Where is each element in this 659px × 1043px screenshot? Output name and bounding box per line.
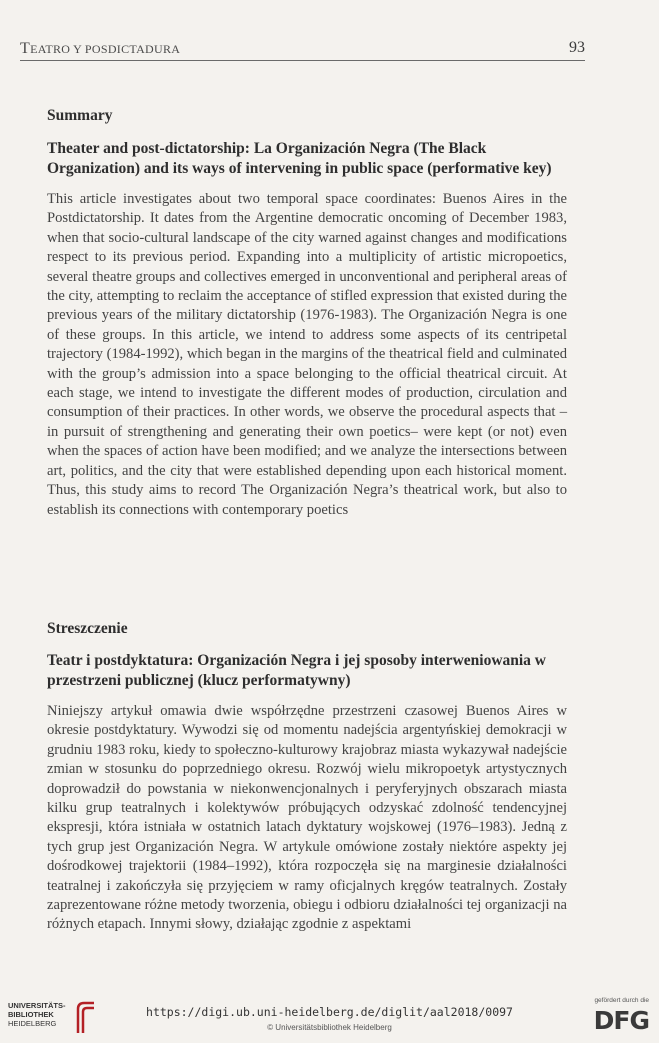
page-number: 93 xyxy=(569,39,585,56)
copyright-notice: © Universitätsbibliothek Heidelberg xyxy=(267,1023,392,1032)
running-header xyxy=(20,38,585,61)
section-label: Streszczenie xyxy=(47,620,128,637)
section-heading: Theater and post-dictatorship: La Organización Negra (The Black Organization) and its ways of intervening in public space (performative key) xyxy=(47,140,552,177)
section-heading: Teatr i postdyktatura: Organización Negra i jej sposoby interweniowania w przestrzeni publicznej (klucz performatywny) xyxy=(47,652,547,689)
dfg-wordmark: DFG xyxy=(593,1006,649,1035)
digital-copy-link[interactable]: https://digi.ub.uni-heidelberg.de/diglit/aal2018/0097 xyxy=(146,1005,513,1019)
dfg-logo[interactable] xyxy=(585,997,649,1037)
section-body: Niniejszy artykuł omawia dwie współrzędne przestrzeni czasowej Buenos Aires w okresie postdyktatury. Wywodzi się od momentu nadejścia argentyńskiej demokracji w grudniu 1983 roku, kiedy to społeczno-kulturowy krajobraz miasta wykazywał nadejście zmian w stosunku do poprzedniego okresu. Rozwój wielu mikropoetyk artystycznych doprowadził do powstania w niekonwencjonalnych i peryferyjnych obszarach miasta kilku grup teatralnych i kolektywów próbujących odzyskać zdolność tendencyjnej ekspresji, która istniała w ostatnich latach dyktatury wojskowej (1976–1983). Jedną z tych grup jest Organización Negra. W artykule omówione zostały niektóre aspekty jej dośrodkowej trajektorii (1984–1992), która rozpoczęła się na marginesie działalności teatralnej i zakończyła się przyjęciem w ramy oficjalnych kręgów teatralnych. Zostały zaprezentowane różne metody tworzenia, obiegu i odbioru działalności tej organizacji na różnych etapach. Innymi słowy, działając zgodnie z aspektami xyxy=(47,703,567,933)
running-title: TEATRO Y POSDICTADURA xyxy=(20,40,181,57)
streszczenie-section xyxy=(47,620,567,935)
dfg-caption: gefördert durch die xyxy=(594,997,649,1004)
library-name: UNIVERSITÄTS- BIBLIOTHEK HEIDELBERG xyxy=(8,1001,66,1028)
section-label: Summary xyxy=(47,107,113,124)
footer xyxy=(0,993,659,1043)
summary-section xyxy=(47,107,567,520)
section-body: This article investigates about two temporal space coordinates: Buenos Aires in the Postdictatorship. It dates from the Argentine democratic oncoming of December 1983, when that socio-cultural landscape of the city warned against changes and modifications respect to its previous period. Expanding into a multiplicity of artistic micropoetics, several theatre groups and collectives emerged in unconventional and peripheral areas of the city, attempting to reclaim the acceptance of stifled expression that existed during the previous years of the military dictatorship (1976-1983). The Organización Negra is one of these groups. In this article, we intend to address some aspects of its centripetal trajectory (1984-1992), which began in the margins of the theatrical field and culminated with the group’s admission into a space belonging to the official theatrical circuit. At each stage, we intend to investigate the different modes of production, circulation and consumption of their practices. In other words, we observe the procedural aspects that –in pursuit of strengthening and generating their own poetics– were kept (or not) even when the spaces of action have been modified; and we analyze the intersections between art, politics, and the city that were established depending upon each historical moment. Thus, this study aims to record The Organización Negra’s theatrical work, but also to establish its connections with contemporary poetics xyxy=(47,191,567,518)
